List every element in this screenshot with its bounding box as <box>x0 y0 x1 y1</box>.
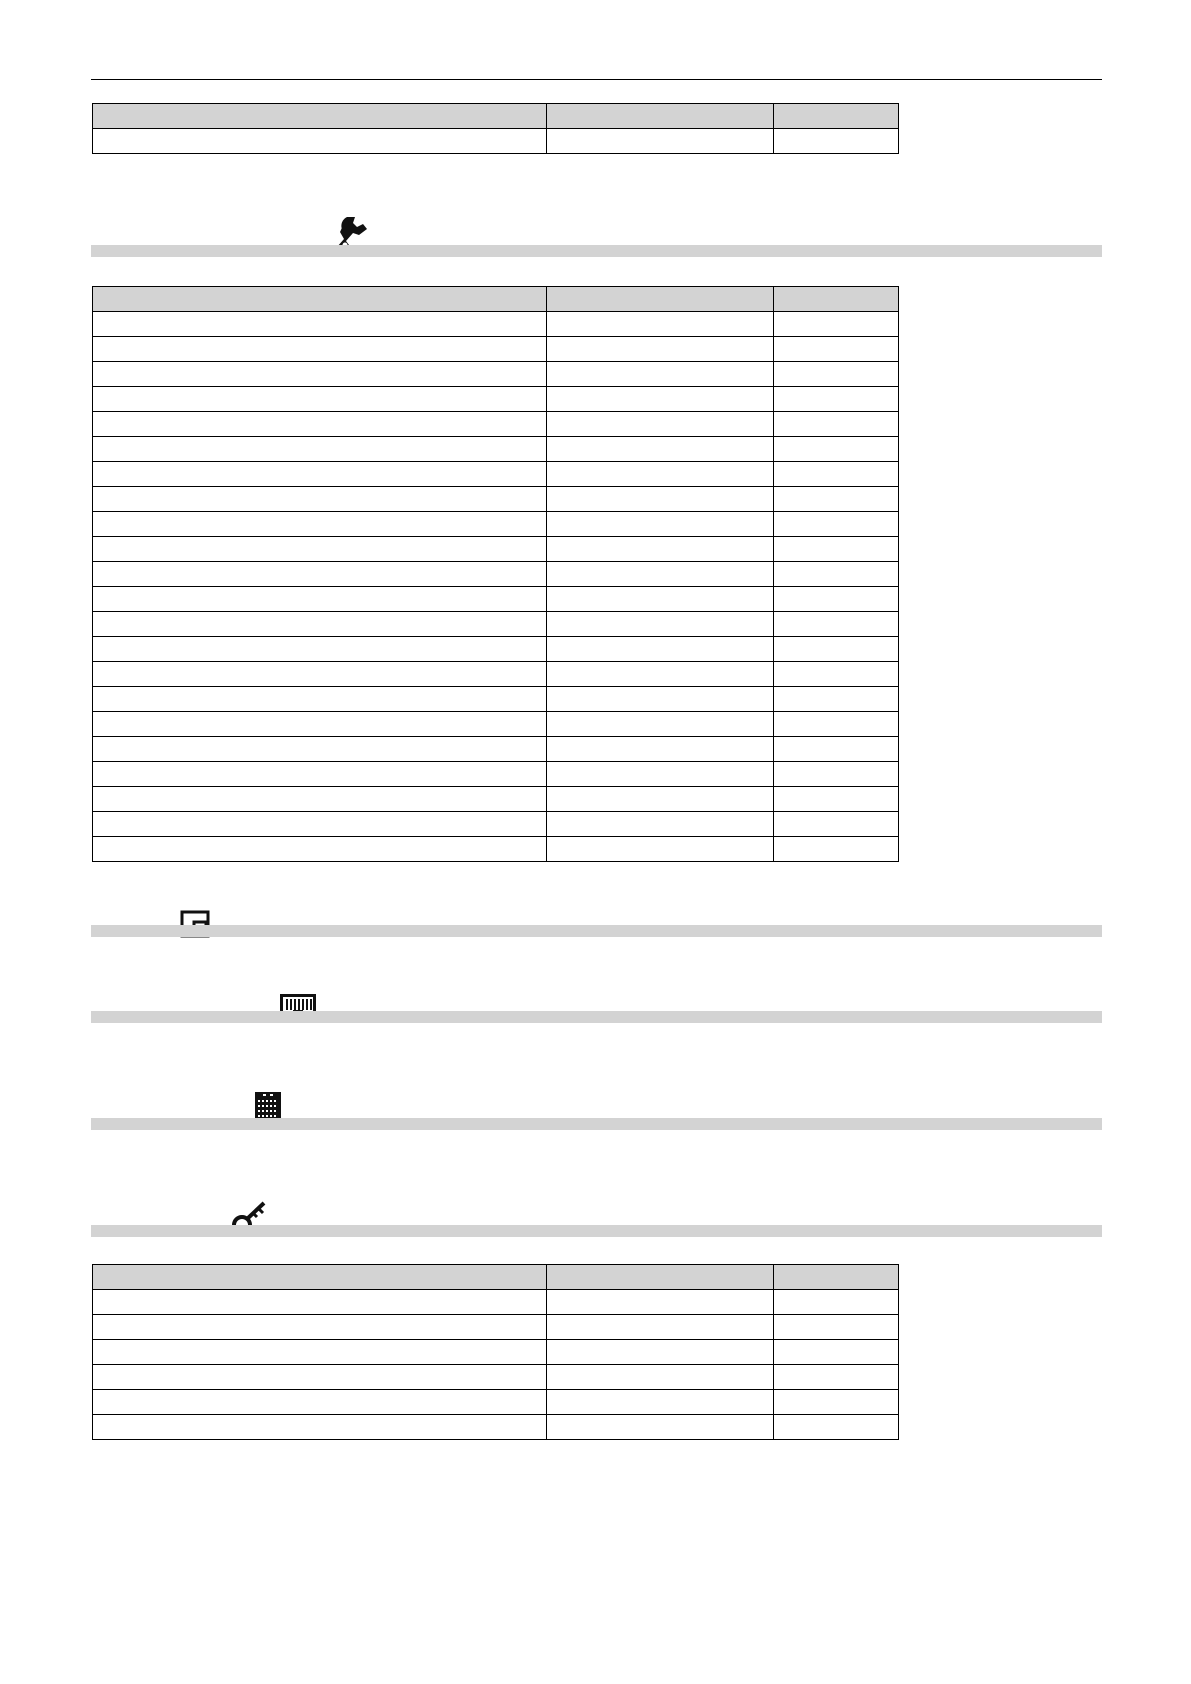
table-header-row <box>93 1265 899 1290</box>
table-row <box>93 762 899 787</box>
table-cell <box>93 812 547 837</box>
table-cell <box>93 1415 547 1440</box>
table-cell <box>547 537 774 562</box>
section-bar <box>91 245 1102 257</box>
table-cell <box>774 1290 899 1315</box>
table-cell <box>93 762 547 787</box>
table-cell <box>547 687 774 712</box>
table-cell <box>93 712 547 737</box>
top-menu-table <box>92 103 899 154</box>
table-cell <box>774 487 899 512</box>
header-cell <box>774 104 899 129</box>
table-cell <box>547 312 774 337</box>
section-bar <box>91 1011 1102 1023</box>
header-cell <box>93 104 547 129</box>
table-cell <box>93 129 547 154</box>
table-cell <box>774 337 899 362</box>
security-menu-table <box>92 1264 899 1440</box>
table-row <box>93 1390 899 1415</box>
table-cell <box>93 1390 547 1415</box>
table-cell <box>774 1415 899 1440</box>
table-cell <box>774 312 899 337</box>
table-cell <box>774 787 899 812</box>
table-row <box>93 437 899 462</box>
table-row <box>93 687 899 712</box>
table-cell <box>547 1390 774 1415</box>
table-cell <box>774 587 899 612</box>
table-row <box>93 1365 899 1390</box>
table-cell <box>93 587 547 612</box>
table-row <box>93 812 899 837</box>
table-row <box>93 562 899 587</box>
table-cell <box>547 512 774 537</box>
table-cell <box>547 337 774 362</box>
table-header-row <box>93 104 899 129</box>
table-cell <box>93 1340 547 1365</box>
table-row <box>93 837 899 862</box>
table-cell <box>547 1415 774 1440</box>
table-cell <box>547 437 774 462</box>
table-row <box>93 1340 899 1365</box>
table-cell <box>93 312 547 337</box>
table-cell <box>547 1315 774 1340</box>
table-cell <box>93 1290 547 1315</box>
table-cell <box>774 437 899 462</box>
table-cell <box>774 462 899 487</box>
table-cell <box>93 387 547 412</box>
table-cell <box>547 462 774 487</box>
section-bar <box>91 925 1102 937</box>
table-row <box>93 337 899 362</box>
table-cell <box>547 737 774 762</box>
table-row <box>93 387 899 412</box>
table-cell <box>547 712 774 737</box>
table-cell <box>547 1290 774 1315</box>
table-cell <box>774 662 899 687</box>
table-cell <box>547 487 774 512</box>
table-cell <box>547 129 774 154</box>
table-cell <box>547 612 774 637</box>
table-cell <box>547 412 774 437</box>
table-cell <box>774 412 899 437</box>
table-cell <box>774 537 899 562</box>
table-cell <box>774 129 899 154</box>
header-cell <box>774 287 899 312</box>
table-cell <box>547 387 774 412</box>
table-cell <box>547 1340 774 1365</box>
table-cell <box>93 837 547 862</box>
table-cell <box>93 562 547 587</box>
header-cell <box>93 1265 547 1290</box>
table-cell <box>93 412 547 437</box>
table-row <box>93 662 899 687</box>
top-rule <box>91 79 1102 80</box>
table-cell <box>547 762 774 787</box>
table-cell <box>93 737 547 762</box>
table-row <box>93 1290 899 1315</box>
table-cell <box>774 737 899 762</box>
table-cell <box>774 387 899 412</box>
table-cell <box>774 637 899 662</box>
table-cell <box>93 687 547 712</box>
table-cell <box>547 362 774 387</box>
table-cell <box>774 512 899 537</box>
table-cell <box>774 1315 899 1340</box>
table-cell <box>774 812 899 837</box>
table-cell <box>774 712 899 737</box>
header-cell <box>547 104 774 129</box>
table-cell <box>774 562 899 587</box>
table-cell <box>93 1365 547 1390</box>
table-row <box>93 587 899 612</box>
table-cell <box>774 687 899 712</box>
table-row <box>93 512 899 537</box>
table-cell <box>774 362 899 387</box>
table-cell <box>547 637 774 662</box>
section-bar <box>91 1225 1102 1237</box>
table-row <box>93 737 899 762</box>
section-bar <box>91 1118 1102 1130</box>
table-cell <box>774 1365 899 1390</box>
header-cell <box>93 287 547 312</box>
table-cell <box>547 812 774 837</box>
setup-menu-table <box>92 286 899 862</box>
table-cell <box>93 362 547 387</box>
table-cell <box>93 462 547 487</box>
table-cell <box>93 437 547 462</box>
table-row <box>93 787 899 812</box>
table-cell <box>93 1315 547 1340</box>
header-cell <box>774 1265 899 1290</box>
header-cell <box>547 287 774 312</box>
table-row <box>93 362 899 387</box>
table-row <box>93 412 899 437</box>
table-row <box>93 537 899 562</box>
table-cell <box>93 487 547 512</box>
table-row <box>93 1415 899 1440</box>
table-cell <box>547 1365 774 1390</box>
table-header-row <box>93 287 899 312</box>
table-cell <box>774 762 899 787</box>
table-cell <box>774 1340 899 1365</box>
table-cell <box>547 587 774 612</box>
table-cell <box>547 787 774 812</box>
table-row <box>93 312 899 337</box>
table-cell <box>93 662 547 687</box>
table-cell <box>547 662 774 687</box>
header-cell <box>547 1265 774 1290</box>
table-row <box>93 712 899 737</box>
table-row <box>93 1315 899 1340</box>
table-row <box>93 487 899 512</box>
table-row <box>93 129 899 154</box>
table-cell <box>774 837 899 862</box>
table-cell <box>93 537 547 562</box>
table-row <box>93 612 899 637</box>
table-cell <box>93 512 547 537</box>
table-cell <box>547 562 774 587</box>
table-cell <box>774 1390 899 1415</box>
table-cell <box>547 837 774 862</box>
table-cell <box>93 337 547 362</box>
table-row <box>93 462 899 487</box>
table-cell <box>93 612 547 637</box>
table-cell <box>774 612 899 637</box>
table-row <box>93 637 899 662</box>
table-cell <box>93 787 547 812</box>
table-cell <box>93 637 547 662</box>
